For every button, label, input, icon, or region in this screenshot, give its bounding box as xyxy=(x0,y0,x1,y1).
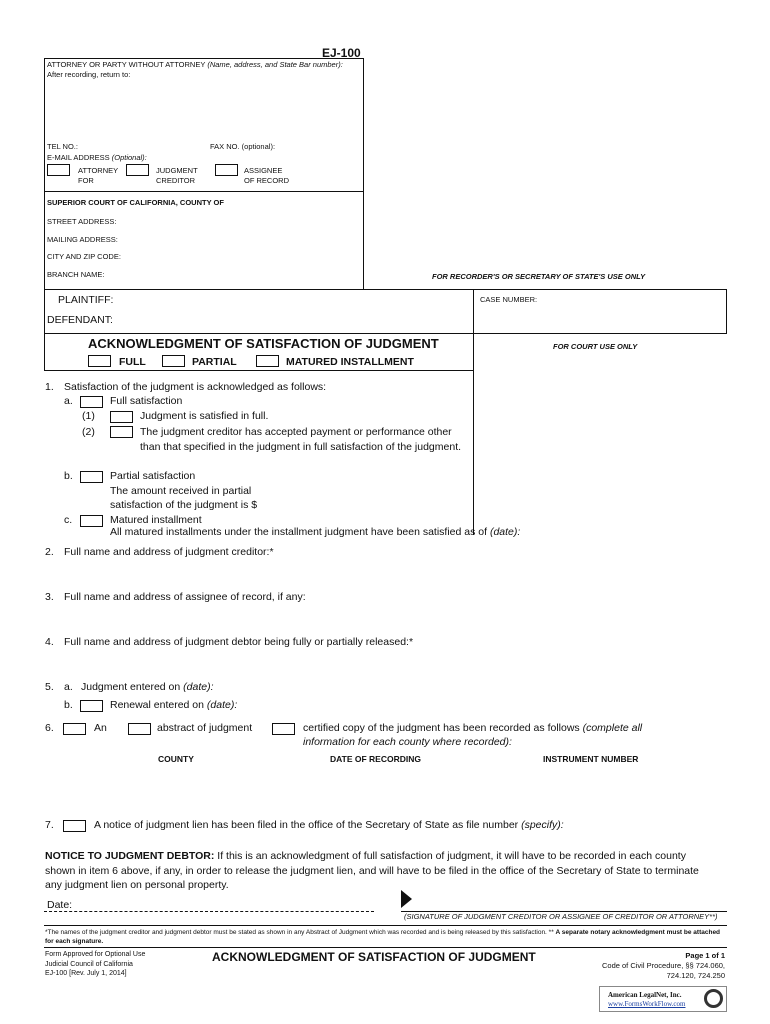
item7-num: 7. xyxy=(45,819,54,831)
branch-name: BRANCH NAME: xyxy=(47,270,105,279)
court-top-border xyxy=(44,191,364,192)
signature-caption: (SIGNATURE OF JUDGMENT CREDITOR OR ASSIGNEE OF CREDITOR OR ATTORNEY**) xyxy=(404,912,718,921)
matured-date-text: All matured installments under the installment judgment have been satisfied as of (date): xyxy=(110,526,521,538)
arrow-icon xyxy=(401,890,412,908)
full-satisfaction-text: Full satisfaction xyxy=(110,395,183,407)
judgment-creditor-checkbox[interactable] xyxy=(126,164,149,176)
legalnet-link[interactable]: www.FormsWorkFlow.com xyxy=(608,1000,686,1008)
item3-text: Full name and address of assignee of record, if any: xyxy=(64,591,306,603)
matured-installment-text: Matured installment xyxy=(110,514,202,526)
partial-checkbox[interactable] xyxy=(162,355,185,367)
item3-num: 3. xyxy=(45,591,54,603)
certified-copy-label: certified copy of the judgment has been recorded as follows (complete all xyxy=(303,722,643,734)
legalnet-name: American LegalNet, Inc. xyxy=(608,991,682,999)
assignee-label: ASSIGNEE OF RECORD xyxy=(244,166,289,185)
attorney-header: ATTORNEY OR PARTY WITHOUT ATTORNEY (Name, address, and State Bar number): xyxy=(47,60,343,69)
caption-bottom xyxy=(44,333,727,334)
mailing-address: MAILING ADDRESS: xyxy=(47,235,118,244)
partial-satisfaction-text: Partial satisfaction xyxy=(110,470,196,482)
fax-label: FAX NO. (optional): xyxy=(210,142,276,151)
form-code: EJ-100 xyxy=(322,46,361,60)
abstract-label: abstract of judgment xyxy=(157,722,253,734)
court-use-left xyxy=(473,289,474,535)
plaintiff-label: PLAINTIFF: xyxy=(58,294,114,306)
lien-notice-text: A notice of judgment lien has been filed in the office of the Secretary of State as file number (specify): xyxy=(94,819,564,831)
item1a-label: a. xyxy=(64,395,73,407)
column-county: COUNTY xyxy=(158,754,194,764)
item2-text: Full name and address of judgment creditor:* xyxy=(64,546,274,558)
certified-copy-italic: information for each county where recorded): xyxy=(303,736,512,748)
date-line xyxy=(44,911,374,912)
certified-copy-checkbox[interactable] xyxy=(272,723,295,735)
title-bottom xyxy=(44,370,474,371)
case-number-label: CASE NUMBER: xyxy=(480,295,538,304)
full-label: FULL xyxy=(119,356,146,368)
footer-top xyxy=(44,947,727,948)
attorney-for-label: ATTORNEY FOR xyxy=(78,166,119,185)
item5b-label: b. xyxy=(64,699,73,711)
lien-notice-checkbox[interactable] xyxy=(63,820,86,832)
column-instrument-number: INSTRUMENT NUMBER xyxy=(543,754,639,764)
partial-label: PARTIAL xyxy=(192,356,237,368)
defendant-label: DEFENDANT: xyxy=(47,314,113,326)
abstract-checkbox[interactable] xyxy=(128,723,151,735)
matured-installment-item-checkbox[interactable] xyxy=(80,515,103,527)
satisfied-in-full-text: Judgment is satisfied in full. xyxy=(140,410,269,422)
city-zip: CITY AND ZIP CODE: xyxy=(47,252,121,261)
top-left-border xyxy=(44,58,45,370)
an-checkbox[interactable] xyxy=(63,723,86,735)
judgment-creditor-label: JUDGMENT CREDITOR xyxy=(156,166,198,185)
item5-num: 5. xyxy=(45,681,54,693)
judgment-entered-text: Judgment entered on (date): xyxy=(81,681,214,693)
item1a1-label: (1) xyxy=(82,410,95,422)
item1-text: Satisfaction of the judgment is acknowledged as follows: xyxy=(64,381,327,393)
item6-num: 6. xyxy=(45,722,54,734)
legalnet-logo-icon xyxy=(704,989,723,1008)
item4-text: Full name and address of judgment debtor being fully or partially released:* xyxy=(64,636,414,648)
notice-to-debtor: NOTICE TO JUDGMENT DEBTOR: If this is an acknowledgment of full satisfaction of judgment, it will have to be recorded in each county shown in item 6 above, if any, in order to release the judgment lien, and will have to be filed in the office of the Secretary of State to terminate any judgment lien on personal property. xyxy=(45,850,699,891)
item2-num: 2. xyxy=(45,546,54,558)
renewal-checkbox[interactable] xyxy=(80,700,103,712)
full-checkbox[interactable] xyxy=(88,355,111,367)
after-recording: After recording, return to: xyxy=(47,70,131,79)
item1-num: 1. xyxy=(45,381,54,393)
caption-right xyxy=(726,289,727,334)
satisfied-in-full-checkbox[interactable] xyxy=(110,411,133,423)
email-label: E-MAIL ADDRESS (Optional): xyxy=(47,153,147,162)
form-title: ACKNOWLEDGMENT OF SATISFACTION OF JUDGMENT xyxy=(88,336,439,351)
matured-installment-checkbox[interactable] xyxy=(256,355,279,367)
footer-right: Page 1 of 1 Code of Civil Procedure, §§ 724.060, 724.120, 724.250 xyxy=(602,951,725,980)
partial-amount-text2: satisfaction of the judgment is $ xyxy=(110,499,258,511)
partial-satisfaction-checkbox[interactable] xyxy=(80,471,103,483)
attorney-for-checkbox[interactable] xyxy=(47,164,70,176)
full-satisfaction-checkbox[interactable] xyxy=(80,396,103,408)
footer-left: Form Approved for Optional Use Judicial Council of California EJ-100 [Rev. July 1, 2014] xyxy=(45,951,146,977)
partial-amount-text1: The amount received in partial xyxy=(110,485,252,497)
court-use-label: FOR COURT USE ONLY xyxy=(553,342,638,351)
recorder-use-label: FOR RECORDER'S OR SECRETARY OF STATE'S USE ONLY xyxy=(432,272,646,281)
item4-num: 4. xyxy=(45,636,54,648)
item1a2-label: (2) xyxy=(82,426,95,438)
attorney-right-border xyxy=(363,58,364,290)
tel-label: TEL NO.: xyxy=(47,142,78,151)
accepted-payment-checkbox[interactable] xyxy=(110,426,133,438)
legalnet-badge xyxy=(599,986,727,1012)
renewal-entered-text: Renewal entered on (date): xyxy=(110,699,238,711)
footer-title: ACKNOWLEDGMENT OF SATISFACTION OF JUDGMENT xyxy=(212,950,536,964)
item1c-label: c. xyxy=(64,514,73,526)
item1b-label: b. xyxy=(64,470,73,482)
street-address: STREET ADDRESS: xyxy=(47,217,117,226)
top-border xyxy=(44,58,364,59)
an-label: An xyxy=(94,722,107,734)
accepted-payment-text: The judgment creditor has accepted payment or performance other than that specified in the judgment in full satisfaction of the judgment. xyxy=(140,426,462,453)
matured-installment-label: MATURED INSTALLMENT xyxy=(286,356,414,368)
column-date-recording: DATE OF RECORDING xyxy=(330,754,421,764)
court-title: SUPERIOR COURT OF CALIFORNIA, COUNTY OF xyxy=(47,198,224,207)
date-label: Date: xyxy=(47,899,73,911)
footnote-top xyxy=(44,925,727,926)
footnote: *The names of the judgment creditor and judgment debtor must be stated as shown in any Abstract of Judgment which was recorded and is being released by this satisfaction. ** A separate notary acknowledgment must be attached for each signature. xyxy=(45,929,721,945)
item5a-label: a. xyxy=(64,681,73,693)
assignee-checkbox[interactable] xyxy=(215,164,238,176)
caption-top xyxy=(44,289,727,290)
